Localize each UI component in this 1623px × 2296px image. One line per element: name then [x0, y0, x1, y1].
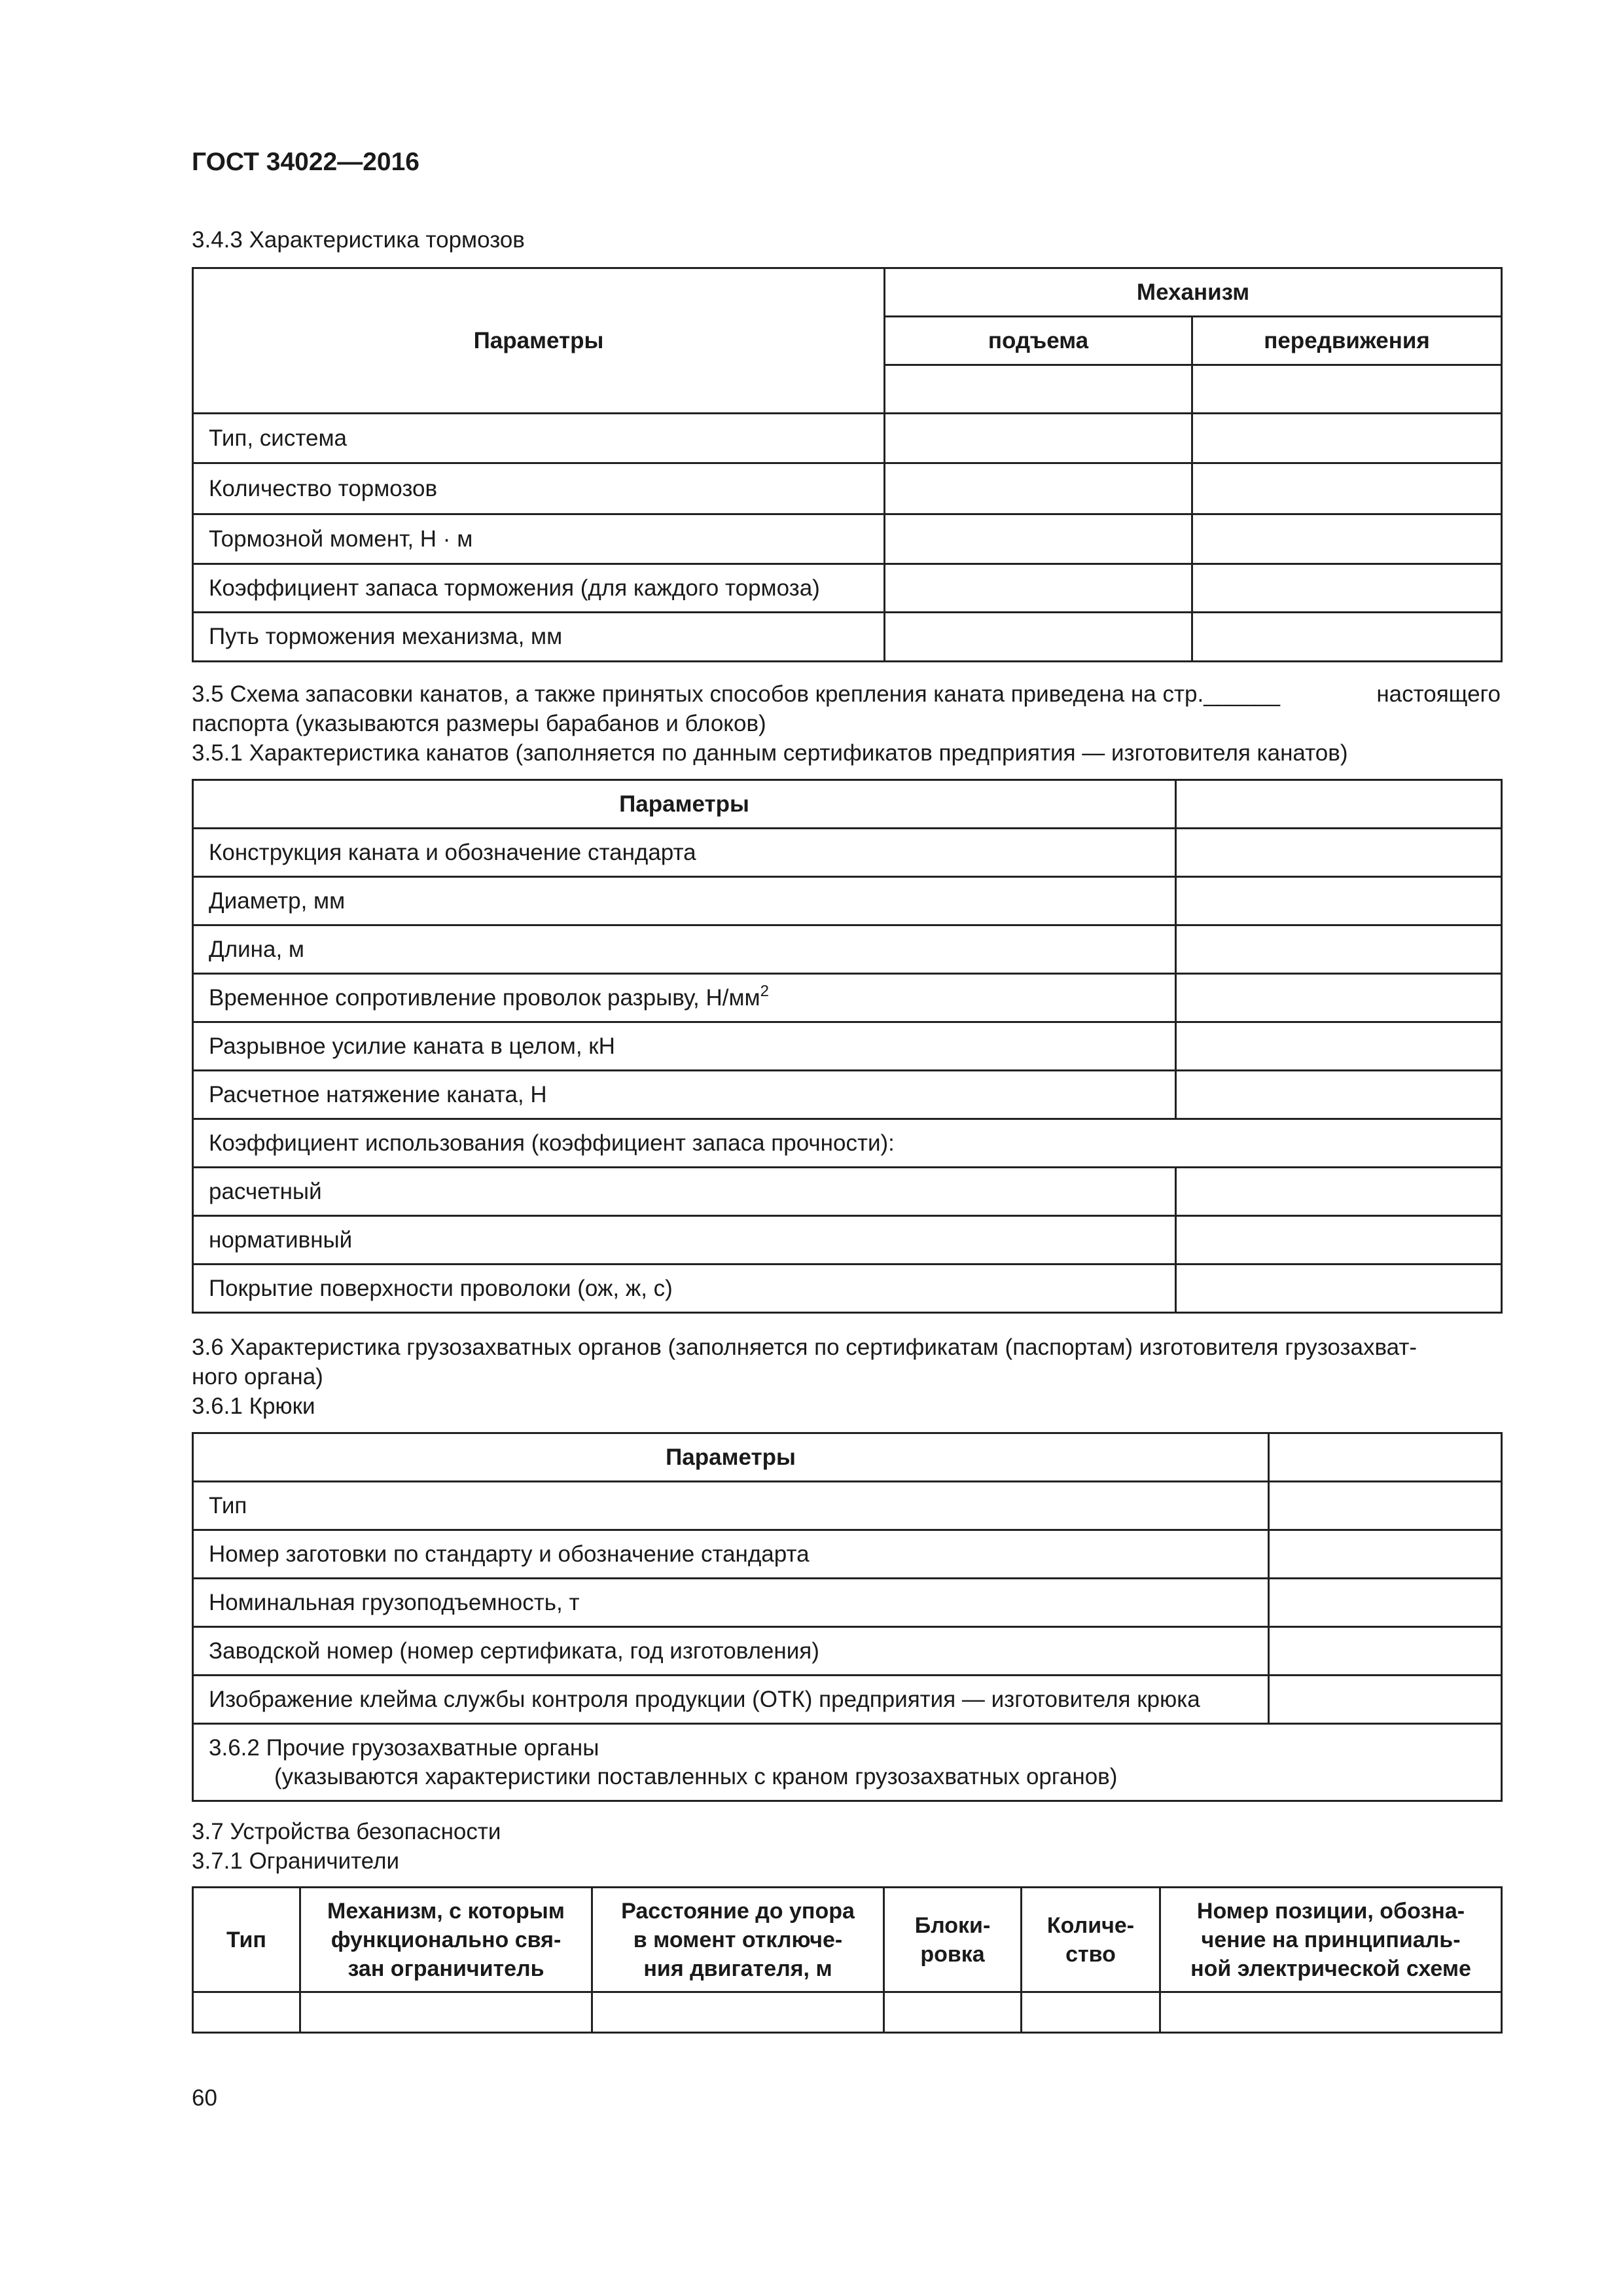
section-36-line1: 3.6 Характеристика грузозахватных органов (заполняется по сертификатам (паспортам) изготовителя грузозахват- — [192, 1335, 1418, 1360]
header-params: Параметры — [193, 1433, 1269, 1482]
empty-cell — [1192, 365, 1502, 414]
other-lifting-devices — [193, 1724, 1502, 1801]
other-lifting-note: (указываются характеристики поставленных с краном грузозахватных органов) — [274, 1763, 1118, 1789]
section-351-caption: 3.5.1 Характеристика канатов (заполняется по данным сертификатов предприятия — изготовителя канатов) — [192, 740, 1348, 766]
empty-cell — [1176, 1022, 1502, 1071]
tensile-strength-label: Временное сопротивление проволок разрыву, Н/мм — [209, 984, 760, 1011]
empty-cell — [1176, 1216, 1502, 1265]
table-row-label: расчетный — [193, 1168, 1176, 1216]
table-row-label: Номинальная грузоподъемность, т — [193, 1579, 1269, 1627]
header-line: Блоки- — [914, 1912, 991, 1938]
header-line: чение на принципиаль- — [1201, 1927, 1461, 1952]
table-row-label: Диаметр, мм — [193, 877, 1176, 925]
empty-cell — [1269, 1579, 1502, 1627]
empty-cell — [1176, 780, 1502, 829]
table-row-label: Конструкция каната и обозначение стандарта — [193, 829, 1176, 877]
superscript: 2 — [760, 982, 769, 1000]
limiters-table — [192, 1886, 1503, 2034]
empty-cell — [1192, 514, 1502, 564]
header-line: Количе- — [1046, 1912, 1135, 1938]
header-distance — [592, 1888, 884, 1992]
table-row-label: Тип, система — [193, 414, 885, 463]
table-row-label: Заводской номер (номер сертификата, год изготовления) — [193, 1627, 1269, 1676]
header-params: Параметры — [193, 268, 885, 414]
section-35-tail: настоящего — [1376, 681, 1501, 707]
empty-cell — [1176, 829, 1502, 877]
header-line: ство — [1065, 1941, 1116, 1967]
header-travel: передвижения — [1192, 317, 1502, 365]
table-row-label: Номер заготовки по стандарту и обозначение стандарта — [193, 1530, 1269, 1579]
header-line: в момент отключе- — [633, 1927, 843, 1952]
empty-cell — [1192, 613, 1502, 662]
section-35-line1 — [192, 679, 1501, 709]
table-row-label: Покрытие поверхности проволоки (ож, ж, с) — [193, 1265, 1176, 1313]
table-row-label: Изображение клейма службы контроля продукции (ОТК) предприятия — изготовителя крюка — [193, 1676, 1269, 1724]
header-line: зан ограничитель — [348, 1956, 544, 1981]
empty-cell — [1269, 1482, 1502, 1530]
table-row-label: Расчетное натяжение каната, Н — [193, 1071, 1176, 1119]
empty-cell — [1269, 1627, 1502, 1676]
table-row-label: нормативный — [193, 1216, 1176, 1265]
section-caption-343: 3.4.3 Характеристика тормозов — [192, 227, 525, 253]
empty-cell — [1192, 414, 1502, 463]
empty-cell — [885, 414, 1192, 463]
empty-cell — [884, 1992, 1022, 2033]
empty-cell — [1269, 1530, 1502, 1579]
header-blocking — [884, 1888, 1022, 1992]
empty-cell — [300, 1992, 592, 2033]
header-line: ной электрической схеме — [1190, 1956, 1471, 1981]
table-row-label: Коэффициент использования (коэффициент запаса прочности): — [193, 1119, 1502, 1168]
header-mechanism: Механизм — [885, 268, 1502, 317]
header-quantity — [1022, 1888, 1160, 1992]
header-lift: подъема — [885, 317, 1192, 365]
empty-cell — [885, 564, 1192, 613]
empty-cell — [1192, 463, 1502, 514]
table-row-label: Количество тормозов — [193, 463, 885, 514]
empty-cell — [1176, 1265, 1502, 1313]
section-35-line2: паспорта (указываются размеры барабанов и блоков) — [192, 711, 766, 736]
empty-cell — [193, 1992, 300, 2033]
section-36-line2: ного органа) — [192, 1364, 323, 1390]
table-row-label: Путь торможения механизма, мм — [193, 613, 885, 662]
section-361-caption: 3.6.1 Крюки — [192, 1393, 315, 1419]
empty-cell — [885, 365, 1192, 414]
header-type: Тип — [193, 1888, 300, 1992]
header-line: ровка — [920, 1941, 985, 1967]
empty-cell — [1176, 925, 1502, 974]
header-position — [1160, 1888, 1502, 1992]
header-line: ния двигателя, м — [643, 1956, 832, 1981]
header-line: Номер позиции, обозна- — [1196, 1898, 1465, 1924]
table-row-label: Тормозной момент, Н · м — [193, 514, 885, 564]
document-header: ГОСТ 34022—2016 — [192, 148, 419, 176]
page-ref-blank: ______ — [1204, 681, 1280, 707]
empty-cell — [592, 1992, 884, 2033]
empty-cell — [1022, 1992, 1160, 2033]
header-params: Параметры — [193, 780, 1176, 829]
empty-cell — [1176, 1071, 1502, 1119]
hooks-table — [192, 1432, 1503, 1802]
empty-cell — [1160, 1992, 1502, 2033]
empty-cell — [885, 613, 1192, 662]
empty-cell — [1176, 974, 1502, 1022]
header-line: Механизм, с которым — [327, 1898, 565, 1924]
section-371-caption: 3.7.1 Ограничители — [192, 1848, 400, 1874]
table-row-label: Тип — [193, 1482, 1269, 1530]
other-lifting-title: 3.6.2 Прочие грузозахватные органы — [209, 1734, 599, 1761]
empty-cell — [1176, 1168, 1502, 1216]
header-line: Расстояние до упора — [621, 1898, 855, 1924]
section-35-text: 3.5 Схема запасовки канатов, а также принятых способов крепления каната приведена на стр. — [192, 681, 1204, 707]
table-row-label: Коэффициент запаса торможения (для каждого тормоза) — [193, 564, 885, 613]
brakes-table — [192, 267, 1503, 662]
section-37-caption: 3.7 Устройства безопасности — [192, 1819, 501, 1844]
empty-cell — [885, 514, 1192, 564]
ropes-table — [192, 779, 1503, 1314]
empty-cell — [885, 463, 1192, 514]
empty-cell — [1176, 877, 1502, 925]
table-row-label — [193, 974, 1176, 1022]
empty-cell — [1269, 1676, 1502, 1724]
header-mechanism — [300, 1888, 592, 1992]
empty-cell — [1269, 1433, 1502, 1482]
empty-cell — [1192, 564, 1502, 613]
table-row-label: Разрывное усилие каната в целом, кН — [193, 1022, 1176, 1071]
table-row-label: Длина, м — [193, 925, 1176, 974]
page-number: 60 — [192, 2085, 217, 2111]
header-line: функционально свя- — [330, 1927, 562, 1952]
